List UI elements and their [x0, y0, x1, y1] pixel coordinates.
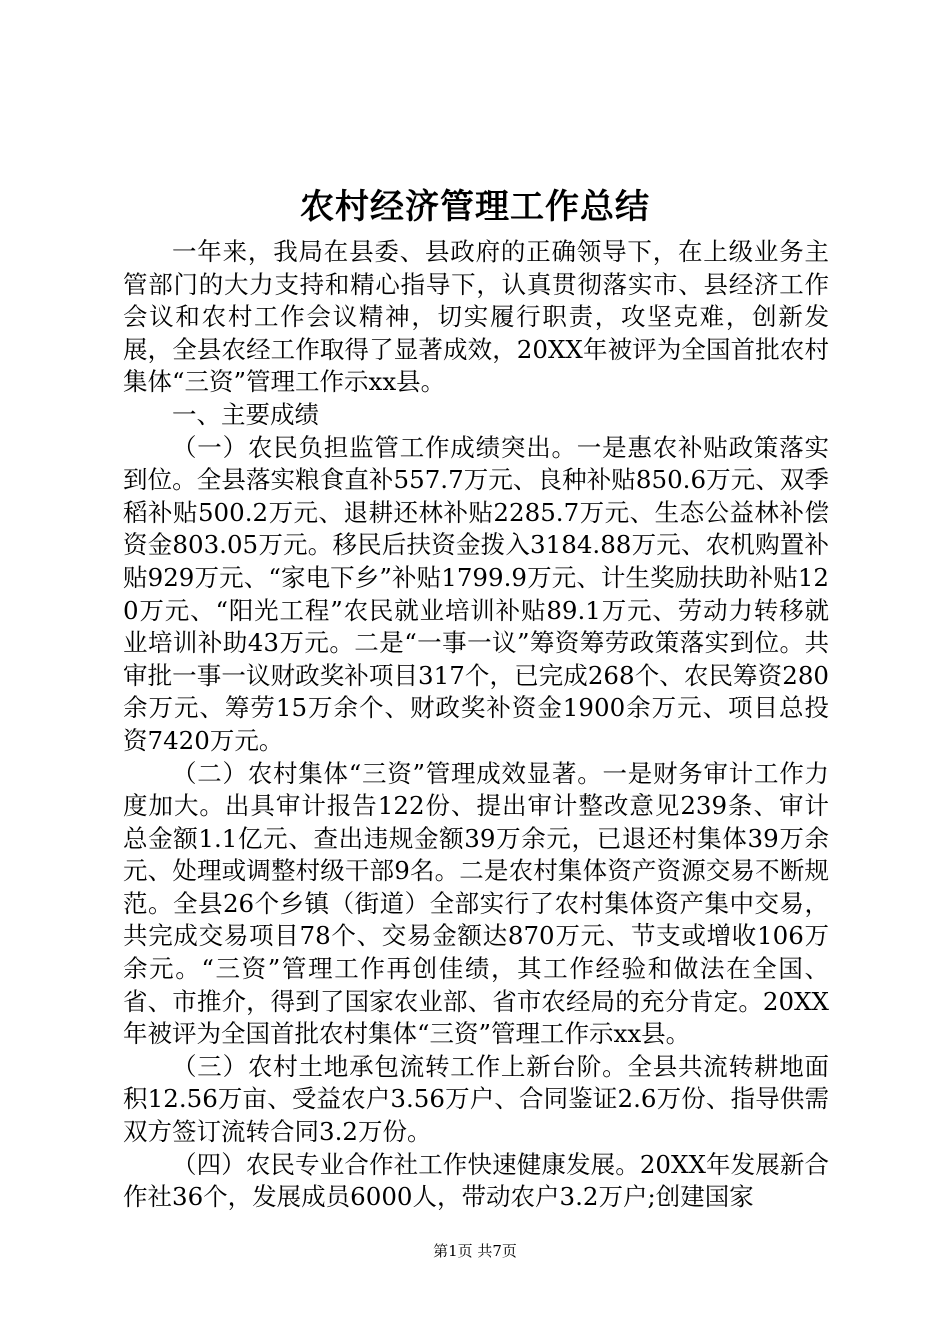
document-body [123, 236, 829, 1214]
page-footer: 第1页 共7页 [433, 1242, 517, 1260]
paragraph-cooperatives: （四）农民专业合作社工作快速健康发展。20XX年发展新合作社36个，发展成员6000人，带动农户3.2万户;创建国家 [123, 1149, 829, 1212]
paragraph-intro: 一年来，我局在县委、县政府的正确领导下，在上级业务主管部门的大力支持和精心指导下，认真贯彻落实市、县经济工作会议和农村工作会议精神，切实履行职责，攻坚克难，创新发展，全县农经工作取得了显著成效，20XX年被评为全国首批农村集体“三资”管理工作示xx县。 [123, 237, 829, 397]
document-title: 农村经济管理工作总结 [300, 187, 650, 227]
paragraph-land-transfer: （三）农村土地承包流转工作上新台阶。全县共流转耕地面积12.56万亩、受益农户3.56万户、合同鉴证2.6万份、指导供需双方签订流转合同3.2万份。 [123, 1051, 829, 1147]
paragraph-collective-assets: （二）农村集体“三资”管理成效显著。一是财务审计工作力度加大。出具审计报告122份、提出审计整改意见239条、审计总金额1.1亿元、查出违规金额39万余元，已退还村集体39万余元、处理或调整村级干部9名。二是农村集体资产资源交易不断规范。全县26个乡镇（街道）全部实行了农村集体资产集中交易，共完成交易项目78个、交易金额达870万元、节支或增收106万余元。“三资”管理工作再创佳绩，其工作经验和做法在全国、省、市推介，得到了国家农业部、省市农经局的充分肯定。20XX年被评为全国首批农村集体“三资”管理工作示xx县。 [123, 758, 829, 1049]
section-heading: 一、主要成绩 [172, 399, 319, 429]
paragraph-farmer-burden: （一）农民负担监管工作成绩突出。一是惠农补贴政策落实到位。全县落实粮食直补557.7万元、良种补贴850.6万元、双季稻补贴500.2万元、退耕还林补贴2285.7万元、生态公益林补偿资金803.05万元。移民后扶资金拨入3184.88万元、农机购置补贴929万元、“家电下乡”补贴1799.9万元、计生奖励扶助补贴120万元、“阳光工程”农民就业培训补贴89.1万元、劳动力转移就业培训补助43万元。二是“一事一议”筹资筹劳政策落实到位。共审批一事一议财政奖补项目317个，已完成268个、农民筹资280余万元、筹劳15万余个、财政奖补资金1900余万元、项目总投资7420万元。 [123, 432, 829, 755]
